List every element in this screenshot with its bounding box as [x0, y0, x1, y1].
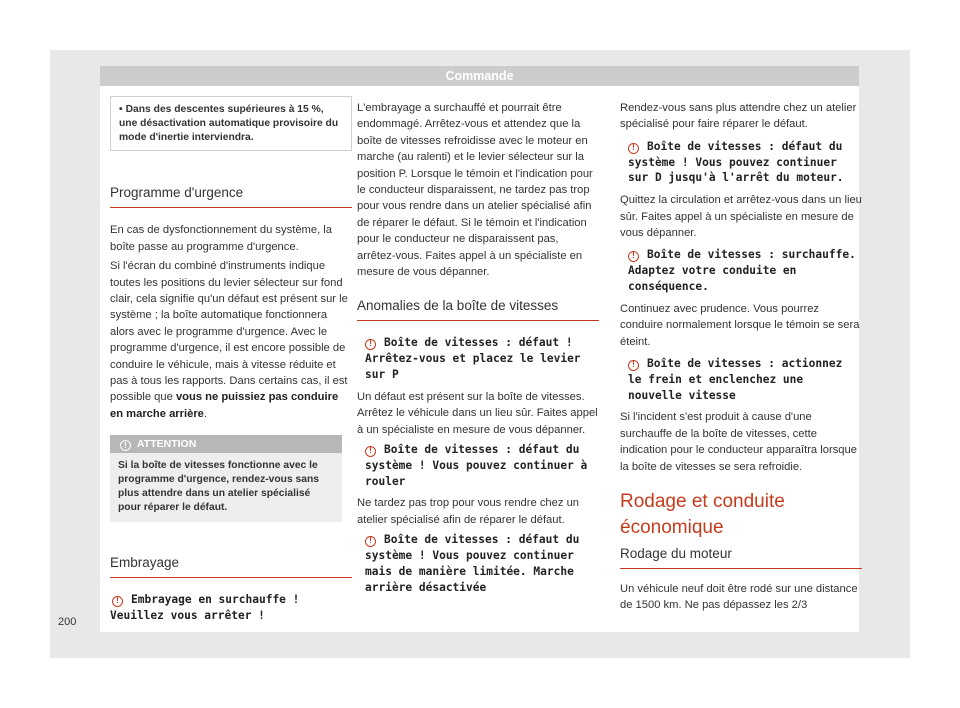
driver-message-text: Boîte de vitesses : défaut du système ! Vous pouvez continuer mais de manière limitée. Marche arrière désactivée [365, 533, 580, 594]
paragraph: Rendez-vous sans plus attendre chez un atelier spécialisé pour faire réparer le défaut. [620, 102, 857, 131]
paragraph-text: Si l'écran du combiné d'instruments indique toutes les positions du levier sélecteur sur fond clair, cela signifie qu'un défaut est présent sur le système ; la boîte automatique fonctionnera alors avec le programme d'urgence. Avec le programme d'urgence, il est encore possible de conduire le véhicule, mais à vitesse réduite et pas à tous les rapports. Dans certains cas, il est possible que [110, 260, 348, 404]
paragraph: Ne tardez pas trop pour vous rendre chez un atelier spécialisé afin de réparer le défaut. [357, 497, 580, 526]
driver-message [357, 335, 599, 382]
driver-message [357, 532, 599, 595]
alert-icon: ! [628, 143, 639, 154]
column-1 [110, 96, 352, 630]
paragraph [110, 258, 352, 422]
driver-message-text: Boîte de vitesses : défaut du système ! Vous pouvez continuer à rouler [365, 443, 588, 488]
driver-message [620, 356, 862, 403]
note-box [110, 96, 352, 151]
driver-message-text: Boîte de vitesses : actionnez le frein et enclenchez une nouvelle vitesse [628, 357, 843, 402]
alert-icon: ! [365, 339, 376, 350]
bullet-icon: • [119, 104, 123, 115]
warning-title: ATTENTION [137, 438, 197, 451]
paragraph-end: . [203, 407, 208, 420]
section-title-programme-urgence: Programme d'urgence [110, 185, 352, 208]
column-2 [357, 100, 599, 601]
note-text: Dans des descentes supérieures à 15 %, une désactivation automatique provisoire du mode d'inertie interviendra. [119, 104, 339, 143]
chapter-title: Rodage et conduite économique [620, 491, 785, 539]
page-header: Commande [100, 66, 859, 86]
column-3 [620, 100, 862, 616]
alert-icon: ! [628, 360, 639, 371]
paragraph: Un véhicule neuf doit être rodé sur une distance de 1500 km. Ne pas dépassez les 2/3 [620, 583, 858, 612]
section-title-embrayage: Embrayage [110, 555, 352, 578]
paragraph: L'embrayage a surchauffé et pourrait être endommagé. Arrêtez-vous et attendez que la boîte de vitesses refroidisse avec le moteur en marche (au ralenti) et le levier sélecteur sur la position P. Lorsque le témoin et l'indication pour le conducteur disparaissent, ne tardez pas trop pour vous rendre dans un atelier spécialisé afin de réparer le défaut. Si le témoin et l'indication pour le conducteur ne disparaissent pas, arrêtez-vous. Faites appel à un spécialiste en mesure de vous dépanner. [357, 102, 593, 279]
page-number: 200 [58, 616, 77, 628]
paragraph: Un défaut est présent sur la boîte de vitesses. Arrêtez le véhicule dans un lieu sûr. Faites appel à un spécialiste en mesure de vous dépanner. [357, 390, 598, 436]
alert-icon: ! [365, 446, 376, 457]
section-title-rodage: Rodage du moteur [620, 546, 862, 569]
warning-icon: ! [120, 440, 131, 451]
driver-message [357, 442, 599, 489]
warning-header [110, 435, 342, 453]
paragraph-bold: vous ne puissiez pas conduire en marche arrière [110, 391, 339, 420]
driver-message-text: Boîte de vitesses : défaut ! Arrêtez-vous et placez le levier sur P [365, 336, 581, 382]
paragraph: En cas de dysfonctionnement du système, la boîte passe au programme d'urgence. [110, 224, 333, 253]
paragraph: Si l'incident s'est produit à cause d'une surchauffe de la boîte de vitesses, cette indication pour le conducteur apparaîtra lorsque la boîte de vitesses se sera refroidie. [620, 411, 857, 473]
driver-message-text: Boîte de vitesses : surchauffe. Adaptez votre conduite en conséquence. [628, 248, 856, 294]
warning-text: Si la boîte de vitesses fonctionne avec le programme d'urgence, rendez-vous sans plus attendre dans un atelier spécialisé pour réparer le défaut. [118, 460, 320, 513]
driver-message-text: Embrayage en surchauffe ! Veuillez vous arrêter ! [110, 593, 300, 623]
alert-icon: ! [365, 536, 376, 547]
driver-message [110, 592, 352, 624]
alert-icon: ! [112, 596, 123, 607]
driver-message [620, 247, 862, 294]
section-title-anomalies: Anomalies de la boîte de vitesses [357, 298, 599, 321]
driver-message-text: Boîte de vitesses : défaut du système ! Vous pouvez continuer sur D jusqu'à l'arrêt du moteur. [628, 139, 844, 185]
alert-icon: ! [628, 251, 639, 262]
paragraph: Continuez avec prudence. Vous pourrez conduire normalement lorsque le témoin se sera éteint. [620, 302, 860, 348]
driver-message [620, 139, 862, 186]
warning-box [110, 435, 342, 522]
paragraph: Quittez la circulation et arrêtez-vous dans un lieu sûr. Faites appel à un spécialiste en mesure de vous dépanner. [620, 194, 862, 240]
